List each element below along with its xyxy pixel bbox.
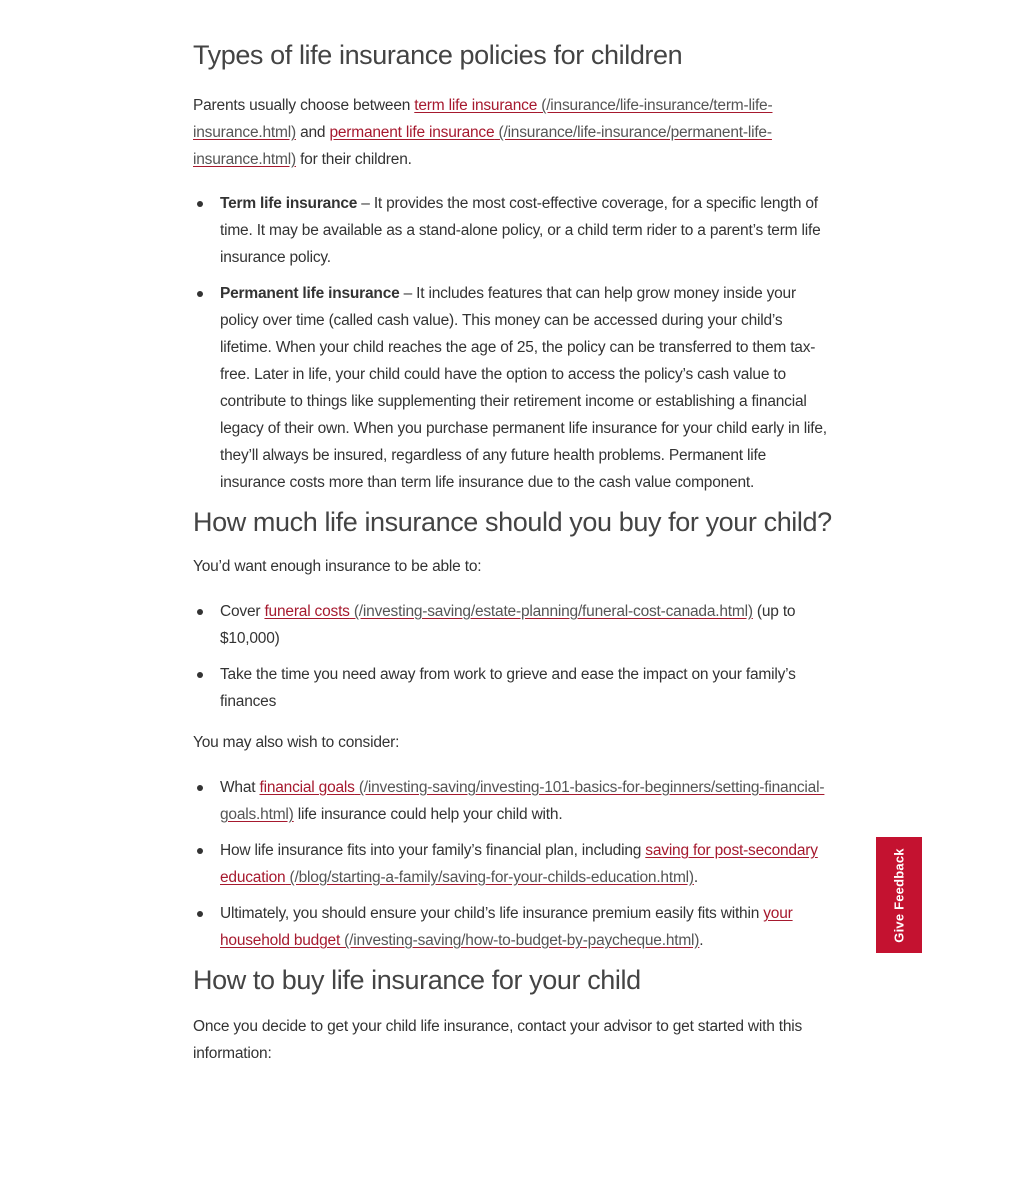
section-how-much [193, 505, 833, 954]
heading-policy-types: Types of life insurance policies for children [193, 40, 683, 70]
intro-text: for their children. [295, 151, 412, 168]
item-text: How life insurance fits into your family’s financial plan, including [220, 842, 646, 859]
link-url: (/blog/starting-a-family/saving-for-your-childs-education.html) [285, 869, 694, 886]
heading-how-to-buy: How to buy life insurance for your child [193, 965, 641, 995]
item-text: Cover [220, 603, 265, 620]
policy-types-list [193, 190, 833, 496]
link-url: (/investing-saving/how-to-budget-by-paycheque.html) [340, 932, 700, 949]
heading-how-much: How much life insurance should you buy for your child? [193, 507, 832, 537]
link-text: your household budget [220, 905, 793, 949]
consider-intro: You may also wish to consider: [193, 734, 400, 751]
link-url: (/investing-saving/estate-planning/funeral-cost-canada.html) [349, 603, 753, 620]
give-feedback-label: Give Feedback [891, 847, 907, 943]
bullet-icon [197, 609, 203, 615]
list-item-budget [193, 900, 833, 954]
link-text: permanent life insurance [329, 124, 495, 141]
item-text: What [220, 779, 260, 796]
list-item-permanent [193, 280, 833, 496]
link-url: (/insurance/life-insurance/permanent-life-insurance.html) [193, 124, 772, 168]
bullet-icon [197, 201, 203, 207]
link-text: financial goals [259, 779, 355, 796]
policy-types-intro [193, 92, 833, 173]
term-label: Term life insurance [220, 195, 358, 212]
item-text: . [699, 932, 704, 949]
link-text: funeral costs [264, 603, 350, 620]
section-policy-types [193, 38, 833, 496]
item-text: Take the time you need away from work to grieve and ease the impact on your family’s finances [220, 666, 796, 710]
item-text: life insurance could help your child with. [293, 806, 563, 823]
bullet-icon [197, 785, 203, 791]
link-url: (/investing-saving/investing-101-basics-for-beginners/setting-financial-goals.html) [220, 779, 825, 823]
consider-list [193, 774, 833, 954]
section-how-to-buy [193, 963, 833, 1067]
link-url: (/insurance/life-insurance/term-life-insurance.html) [193, 97, 773, 141]
bullet-icon [197, 672, 203, 678]
how-to-buy-intro: Once you decide to get your child life insurance, contact your advisor to get started with this information: [193, 1018, 803, 1062]
give-feedback-button[interactable] [876, 837, 922, 953]
item-text: . [693, 869, 698, 886]
list-item-term [193, 190, 833, 271]
list-item-time-off [193, 661, 833, 715]
intro-text: Parents usually choose between [193, 97, 415, 114]
article-content [193, 38, 833, 1067]
funeral-costs-link[interactable] [264, 603, 752, 620]
intro-text: and [295, 124, 330, 141]
list-item-education [193, 837, 833, 891]
link-text: term life insurance [414, 97, 538, 114]
bullet-icon [197, 848, 203, 854]
bullet-icon [197, 911, 203, 917]
term-label: Permanent life insurance [220, 285, 400, 302]
term-description: – It includes features that can help grow money inside your policy over time (called cash value). This money can be accessed during your child’s lifetime. When your child reaches the age of 25, the policy can be transferred to them tax-free. Later in life, your child could have the option to access the policy’s cash value to contribute to things like supplementing their retirement income or establishing a financial legacy of their own. When you purchase permanent life insurance for your child early in life, they’ll always be insured, regardless of any future health problems. Permanent life insurance costs more than term life insurance due to the cash value component. [220, 285, 827, 491]
term-description: – It provides the most cost-effective coverage, for a specific length of time. It may be available as a stand-alone policy, or a child term rider to a parent’s term life insurance policy. [220, 195, 821, 266]
item-text: (up to $10,000) [220, 603, 796, 647]
bullet-icon [197, 291, 203, 297]
coverage-needs-list [193, 598, 833, 715]
link-text: saving for post-secondary education [220, 842, 818, 886]
item-text: Ultimately, you should ensure your child’s life insurance premium easily fits within [220, 905, 764, 922]
list-item-financial-goals [193, 774, 833, 828]
list-item-funeral [193, 598, 833, 652]
how-much-intro: You’d want enough insurance to be able to: [193, 558, 482, 575]
